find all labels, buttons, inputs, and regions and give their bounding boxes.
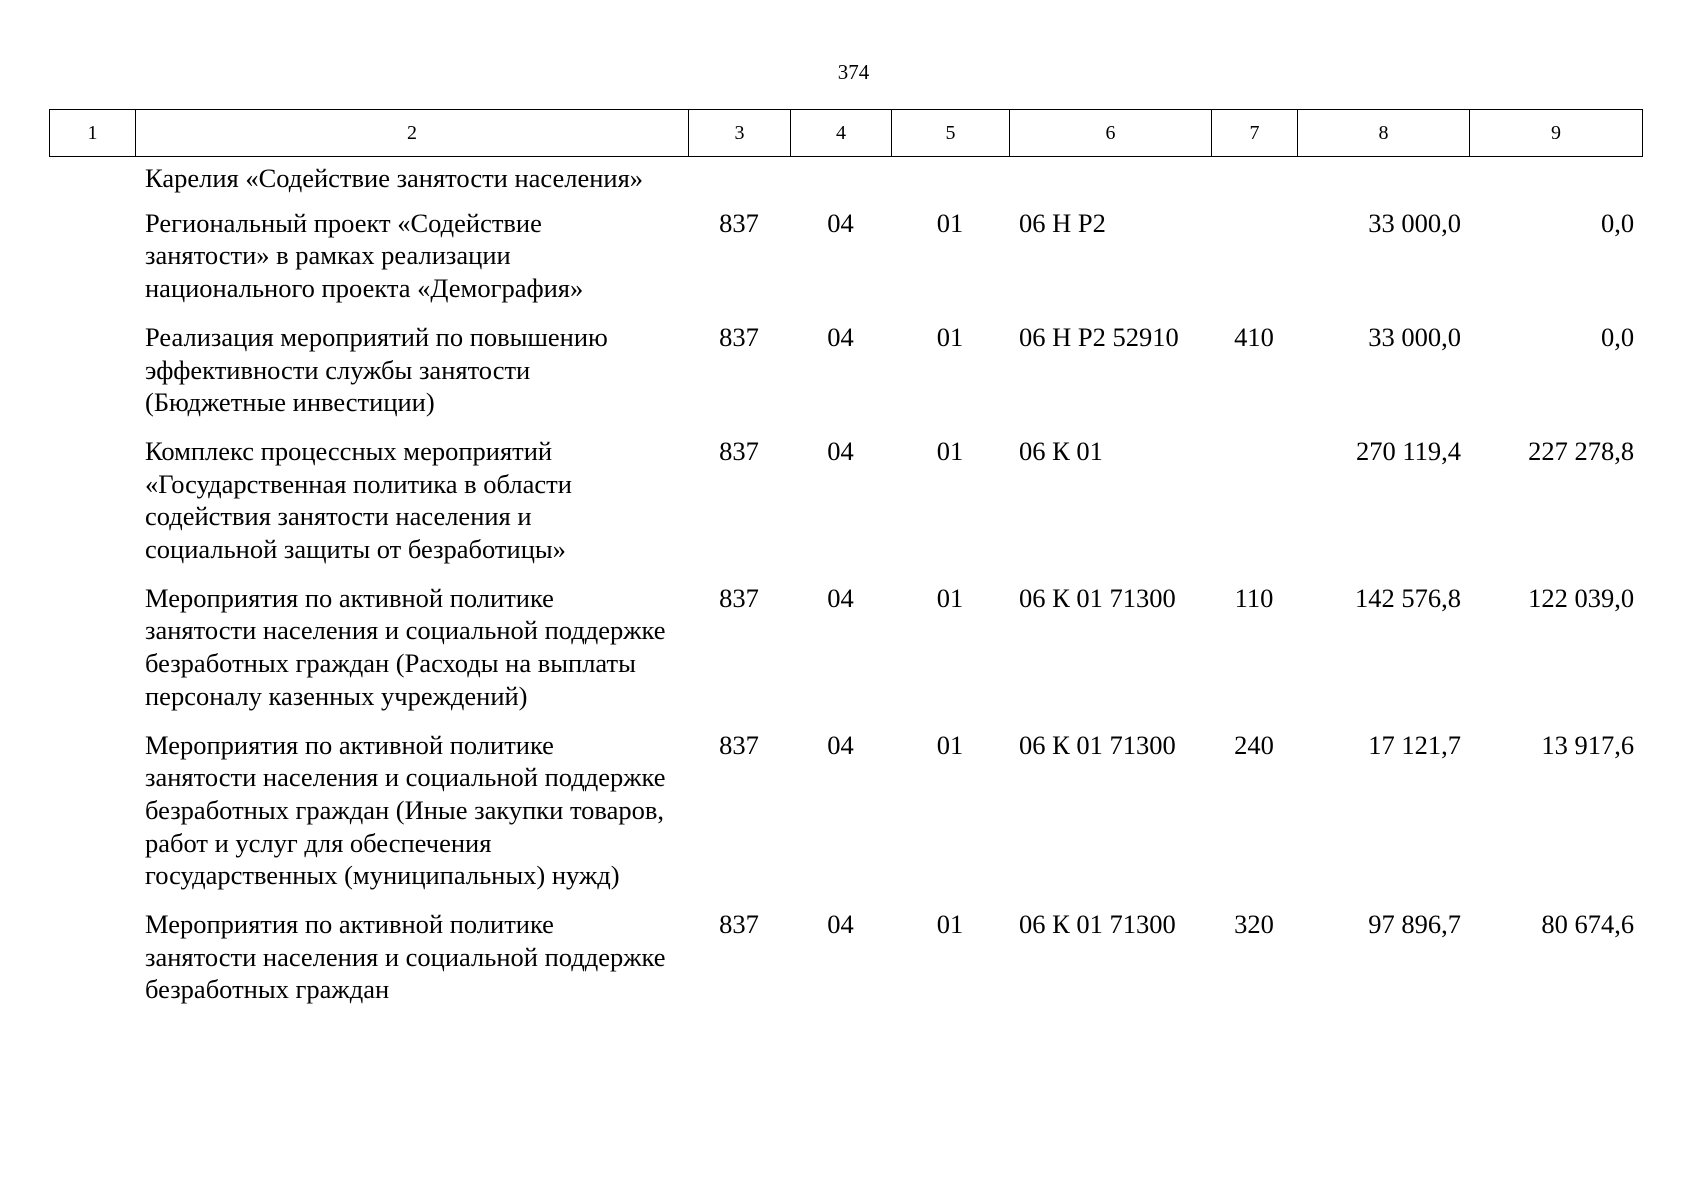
row-name: Карелия «Содействие занятости населения»	[145, 163, 644, 193]
header-col-1: 1	[50, 110, 136, 157]
amount-col-8: 97 896,7	[1368, 909, 1461, 940]
header-col-9: 9	[1470, 110, 1643, 157]
amount-col-9: 0,0	[1600, 207, 1635, 238]
expense-type-code	[1211, 207, 1297, 321]
amount-col-8: 142 576,8	[1355, 582, 1461, 613]
header-col-6: 6	[1010, 110, 1212, 157]
section-code: 04	[827, 909, 854, 940]
col1-cell	[49, 321, 135, 435]
ministry-code: 837	[719, 909, 759, 940]
row-name: Мероприятия по активной политике занятости населения и социальной поддержке безработных граждан (Расходы на выплаты персоналу казенных учреждений)	[145, 582, 666, 711]
amount-col-8: 17 121,7	[1368, 729, 1461, 760]
row-name: Реализация мероприятий по повышению эффективности службы занятости (Бюджетные инвестиции)	[145, 321, 608, 418]
amount-col-8: 270 119,4	[1355, 435, 1461, 466]
target-article-code: 06 К 01	[1019, 435, 1103, 466]
ministry-code: 837	[719, 321, 759, 352]
amount-col-9: 80 674,6	[1541, 909, 1635, 940]
section-code: 04	[827, 207, 854, 238]
section-code: 04	[827, 321, 854, 352]
target-article-code: 06 Н Р2 52910	[1019, 321, 1179, 352]
table-row	[49, 908, 1642, 1022]
subsection-code: 01	[936, 909, 964, 940]
col1-cell	[49, 207, 135, 321]
header-col-5: 5	[892, 110, 1010, 157]
amount-col-9: 227 278,8	[1528, 435, 1635, 466]
section-code: 04	[827, 435, 854, 466]
row-name: Мероприятия по активной политике занятости населения и социальной поддержке безработных граждан (Иные закупки товаров, работ и услуг для обеспечения государственных (муниципальных) нужд)	[145, 729, 666, 891]
table-row	[49, 729, 1642, 909]
subsection-code: 01	[936, 729, 964, 760]
subsection-code: 01	[936, 207, 964, 238]
table-row	[49, 582, 1642, 729]
page-number: 374	[837, 60, 870, 84]
expense-type-code: 240	[1234, 729, 1274, 760]
col1-cell	[49, 435, 135, 582]
col1-cell	[49, 582, 135, 729]
table-row	[49, 435, 1642, 582]
amount-col-9: 122 039,0	[1528, 582, 1635, 613]
ministry-code: 837	[719, 582, 759, 613]
column-number-header	[49, 109, 1643, 157]
amount-col-9: 13 917,6	[1541, 729, 1635, 760]
header-col-3: 3	[689, 110, 791, 157]
col1-cell	[49, 729, 135, 909]
subsection-code: 01	[936, 435, 964, 466]
target-article-code: 06 Н Р2	[1019, 207, 1106, 238]
target-article-code: 06 К 01 71300	[1019, 729, 1176, 760]
row-name: Мероприятия по активной политике занятости населения и социальной поддержке безработных граждан	[145, 909, 666, 1005]
col1-cell	[49, 162, 135, 207]
budget-table-body	[49, 162, 1642, 1022]
target-article-code: 06 К 01 71300	[1019, 582, 1176, 613]
ministry-code: 837	[719, 207, 759, 238]
expense-type-code	[1211, 435, 1297, 582]
amount-col-8: 33 000,0	[1368, 207, 1461, 238]
expense-type-code: 410	[1234, 321, 1274, 352]
amount-col-8: 33 000,0	[1368, 321, 1461, 352]
row-name: Комплекс процессных мероприятий «Государственная политика в области содействия занятости населения и социальной защиты от безработицы»	[145, 435, 572, 565]
col1-cell	[49, 908, 135, 1022]
expense-type-code: 320	[1234, 909, 1274, 940]
header-col-8: 8	[1298, 110, 1470, 157]
subsection-code: 01	[936, 582, 964, 613]
table-row	[49, 321, 1642, 435]
section-code: 04	[827, 729, 854, 760]
target-article-code: 06 К 01 71300	[1019, 909, 1176, 940]
table-row	[49, 162, 1642, 207]
header-col-2: 2	[136, 110, 689, 157]
row-name: Региональный проект «Содействие занятости» в рамках реализации национального проекта «Демография»	[145, 207, 584, 304]
header-col-7: 7	[1212, 110, 1298, 157]
section-code: 04	[827, 582, 854, 613]
ministry-code: 837	[719, 729, 759, 760]
table-row	[49, 207, 1642, 321]
header-col-4: 4	[791, 110, 892, 157]
subsection-code: 01	[936, 321, 964, 352]
ministry-code: 837	[719, 435, 759, 466]
expense-type-code: 110	[1234, 582, 1274, 613]
amount-col-9: 0,0	[1600, 321, 1635, 352]
